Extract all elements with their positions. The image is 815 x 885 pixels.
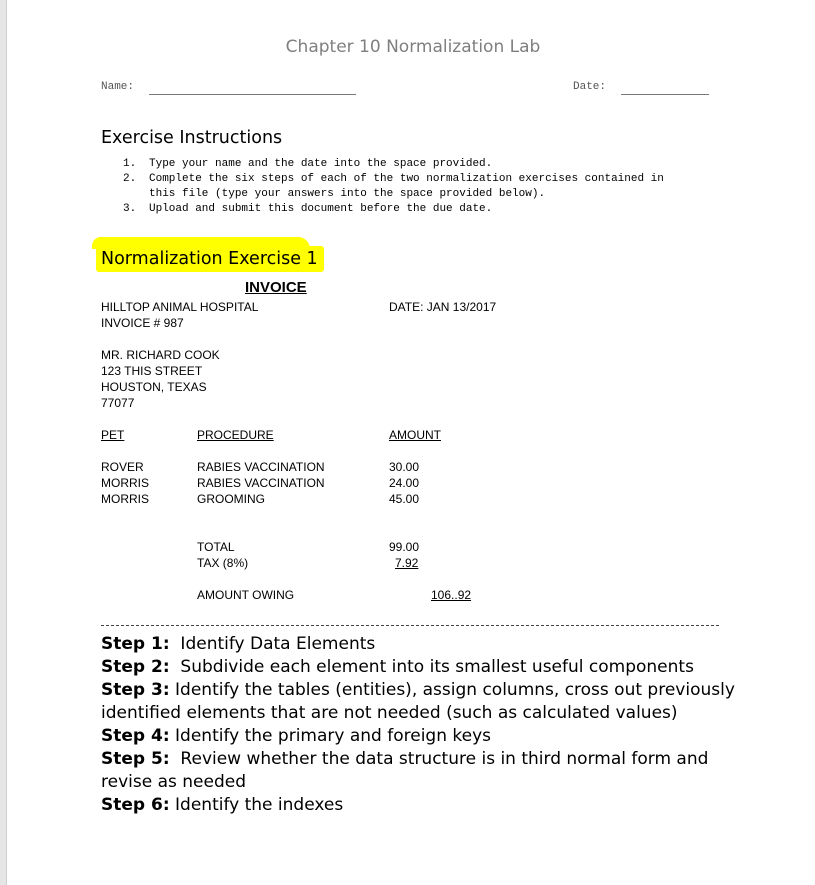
total-value: 99.00 [389,540,420,554]
step-item [101,725,741,748]
total-label: TOTAL [197,540,235,554]
column-header-pet: PET [101,428,125,442]
tax-value: 7.92 [395,556,419,570]
instruction-number: 2. [123,173,137,185]
tax-label: TAX (8%) [197,556,249,570]
date-field[interactable] [621,94,709,95]
invoice-title: INVOICE [245,279,307,296]
instruction-item [123,172,669,202]
instruction-text: Complete the six steps of each of the two normalization exercises contained in this file (type your answers into the space provided below). [149,173,664,200]
row-amount: 24.00 [389,476,420,490]
step-text: Identify Data Elements [169,634,376,654]
row-amount: 45.00 [389,492,420,506]
instruction-item [123,202,669,217]
row-pet: MORRIS [101,492,149,506]
row-amount: 30.00 [389,460,420,474]
customer-zip: 77077 [101,396,135,410]
name-field[interactable] [149,94,356,95]
step-text: Identify the indexes [169,795,344,815]
customer-name: MR. RICHARD COOK [101,348,220,362]
step-label: Step 2: [101,657,170,677]
step-item [101,794,741,817]
column-header-amount: AMOUNT [389,428,441,442]
exercise-1-heading: Normalization Exercise 1 [96,246,324,272]
instruction-item [123,157,669,172]
instructions-list [123,157,669,217]
step-text: Subdivide each element into its smallest useful components [169,657,694,677]
step-label: Step 3: [101,680,170,700]
page-left-edge [6,0,7,885]
name-label: Name: [101,81,135,93]
document-title: Chapter 10 Normalization Lab [285,37,541,57]
step-item [101,748,741,794]
row-procedure: RABIES VACCINATION [197,460,325,474]
customer-city: HOUSTON, TEXAS [101,380,207,394]
step-label: Step 6: [101,795,170,815]
step-text: Identify the primary and foreign keys [169,726,491,746]
instruction-number: 1. [123,158,137,170]
step-text: Identify the tables (entities), assign columns, cross out previously identified elements that are not needed (such as calculated values) [101,680,741,723]
step-label: Step 5: [101,749,170,769]
step-item [101,656,741,679]
step-label: Step 1: [101,634,170,654]
step-item [101,633,741,656]
steps-list [101,633,741,817]
step-label: Step 4: [101,726,170,746]
amount-owing-label: AMOUNT OWING [197,588,295,602]
instruction-number: 3. [123,203,137,215]
customer-street: 123 THIS STREET [101,364,203,378]
instruction-text: Upload and submit this document before the due date. [149,203,493,215]
step-text: Review whether the data structure is in third normal form and revise as needed [101,749,714,792]
row-pet: ROVER [101,460,144,474]
row-pet: MORRIS [101,476,149,490]
row-procedure: RABIES VACCINATION [197,476,325,490]
row-procedure: GROOMING [197,492,265,506]
column-header-procedure: PROCEDURE [197,428,274,442]
instruction-text: Type your name and the date into the space provided. [149,158,493,170]
date-label: Date: [573,81,607,93]
instructions-heading: Exercise Instructions [101,128,283,148]
dashed-divider [101,625,719,626]
amount-owing-value: 106..92 [431,588,472,602]
invoice-date: DATE: JAN 13/2017 [389,300,497,314]
invoice-number: INVOICE # 987 [101,316,184,330]
step-item [101,679,741,725]
business-name: HILLTOP ANIMAL HOSPITAL [101,300,259,314]
